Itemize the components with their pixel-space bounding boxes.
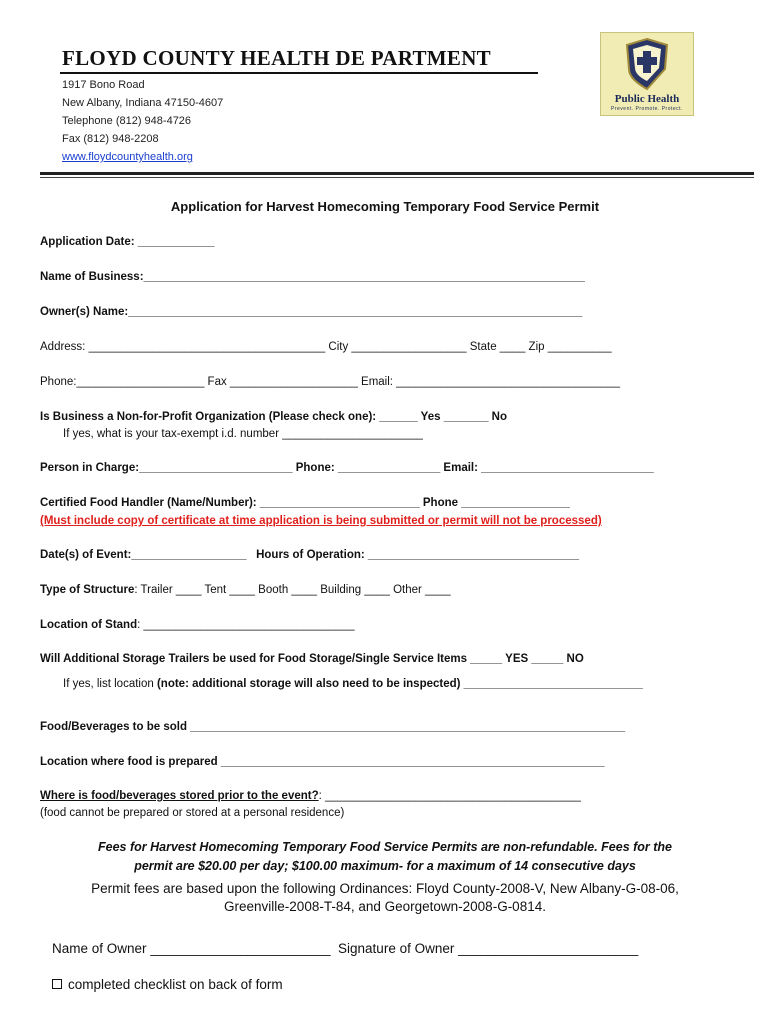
storage-trailers-question[interactable]: Will Additional Storage Trailers be used for Food Storage/Single Service Items _____ YES _____ NO (40, 653, 584, 665)
food-handler-field[interactable]: Certified Food Handler (Name/Number): _________________________ Phone _________________ (40, 497, 570, 509)
logo-text: Public Health (614, 93, 680, 105)
structure-type-label: Type of Structure (40, 584, 135, 596)
business-name-field[interactable]: Name of Business:_____________________________________________________________________ (40, 271, 585, 283)
public-health-logo (600, 32, 694, 116)
storage-location-label: If yes, list location (63, 678, 157, 690)
fees-line-2: permit are $20.00 per day; $100.00 maximum- for a maximum of 14 consecutive days (134, 859, 636, 873)
logo-tagline: Prevent. Promote. Protect. (611, 106, 683, 112)
department-title: FLOYD COUNTY HEALTH DE PARTMENT (62, 46, 491, 70)
owner-name-line: ________________________ (150, 941, 331, 956)
food-storage-note: (food cannot be prepared or stored at a personal residence) (40, 807, 345, 819)
form-heading: Application for Harvest Homecoming Temporary Food Service Permit (170, 199, 600, 214)
checklist-item[interactable] (52, 977, 283, 992)
structure-options: : Trailer ____ Tent ____ Booth ____ Building ____ Other ____ (134, 584, 451, 596)
checkbox[interactable] (52, 979, 62, 989)
ordinances-line-1: Permit fees are based upon the following Ordinances: Floyd County-2008-V, New Albany-G-08-06, (91, 881, 679, 896)
phone-fax-email-field[interactable]: Phone:____________________ Fax ____________________ Email: ___________________________________ (40, 376, 621, 388)
shield-cross-icon (601, 33, 693, 93)
signature-label: Signature of Owner (338, 941, 455, 956)
certificate-note: (Must include copy of certificate at time application is being submitted or permit will not be processed) (40, 515, 602, 527)
street-address: 1917 Bono Road (62, 79, 145, 91)
event-dates-field[interactable] (40, 549, 579, 561)
fax: Fax (812) 948-2208 (62, 133, 159, 145)
owner-name-label: Name of Owner (52, 941, 147, 956)
ordinances-line-2: Greenville-2008-T-84, and Georgetown-2008-G-0814. (224, 899, 546, 914)
structure-type-field[interactable] (40, 584, 451, 596)
storage-inspection-note: (note: additional storage will also need to be inspected) ____________________________ (156, 678, 643, 690)
title-underline (60, 72, 538, 74)
checklist-label: completed checklist on back of form (68, 977, 283, 992)
event-dates-label: Date(s) of Event:__________________ (40, 549, 247, 561)
application-date-field[interactable]: Application Date: ____________ (40, 236, 215, 248)
header-divider (40, 172, 754, 175)
owner-signature-row[interactable] (52, 941, 638, 956)
food-sold-field[interactable]: Food/Beverages to be sold ____________________________________________________________________ (40, 721, 626, 733)
website-link[interactable]: www.floydcountyhealth.org (62, 151, 193, 163)
stand-location-label: Location of Stand (40, 619, 138, 631)
telephone: Telephone (812) 948-4726 (62, 115, 192, 127)
header-divider-thin (40, 177, 754, 178)
food-storage-field[interactable] (40, 790, 581, 802)
fees-line-1: Fees for Harvest Homecoming Temporary Food Service Permits are non-refundable. Fees for the (98, 840, 672, 854)
tax-exempt-field[interactable]: If yes, what is your tax-exempt i.d. number ______________________ (63, 428, 423, 440)
nonprofit-question[interactable]: Is Business a Non-for-Profit Organization (Please check one): ______ Yes _______ No (40, 411, 507, 423)
city-state-zip: New Albany, Indiana 47150-4607 (62, 97, 224, 109)
food-storage-label: Where is food/beverages stored prior to the event? (40, 790, 319, 802)
food-prepared-field[interactable]: Location where food is prepared ____________________________________________________________ (40, 756, 605, 768)
storage-location-field[interactable] (63, 678, 643, 690)
stand-location-field[interactable] (40, 619, 355, 631)
person-in-charge-field[interactable]: Person in Charge:________________________ Phone: ________________ Email: ___________________________ (40, 462, 654, 474)
hours-of-operation: Hours of Operation: _________________________________ (256, 549, 579, 561)
food-storage-line: : ________________________________________ (318, 790, 581, 802)
stand-location-line: : _________________________________ (137, 619, 355, 631)
address-field[interactable]: Address: _____________________________________ City __________________ State ____ Zip __________ (40, 341, 612, 353)
signature-line: ________________________ (458, 941, 639, 956)
owner-name-field[interactable]: Owner(s) Name:_______________________________________________________________________ (40, 306, 583, 318)
